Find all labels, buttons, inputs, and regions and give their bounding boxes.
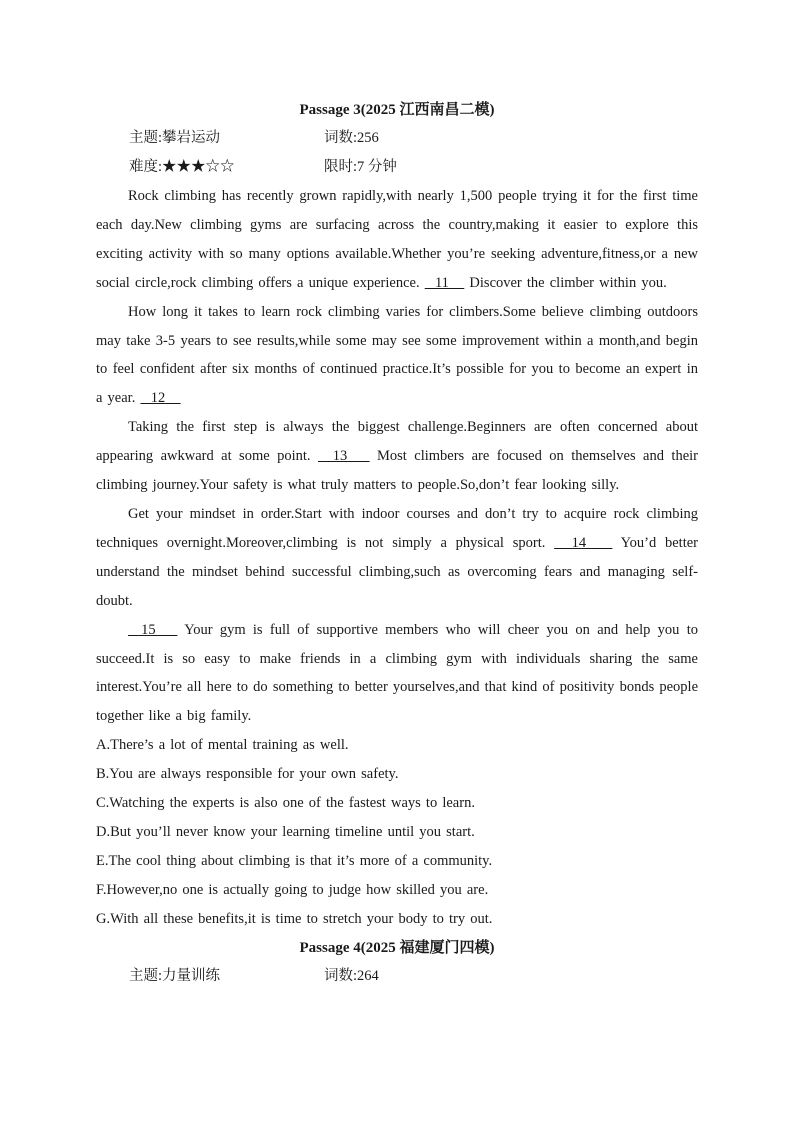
theme-label: 主题: <box>129 130 163 146</box>
time-value: 7 分钟 <box>357 159 397 175</box>
wordcount-label: 词数: <box>324 967 358 984</box>
passage-3-meta-row-1 <box>96 124 698 153</box>
paragraph-5 <box>96 616 698 732</box>
paragraph-text: Get your mindset in order.Start with indoor courses and don’t try to acquire rock climbing techniques overnight.Moreover,climbing is not simply a physical sport. <box>96 505 698 551</box>
paragraph-text: Taking the first step is always the biggest challenge.Beginners are often concerned about appearing awkward at some point. <box>96 419 698 465</box>
passage-3-title-bold: Passage 3 <box>299 102 361 118</box>
blank-12[interactable]: 12 <box>140 390 181 407</box>
passage-4-meta-row <box>96 962 698 991</box>
passage-4-title-bold: Passage 4 <box>299 939 361 956</box>
wordcount-value: 264 <box>357 967 379 984</box>
wordcount-value: 256 <box>357 130 379 146</box>
paragraph-text: Discover the climber within you. <box>464 274 667 291</box>
paragraph-text: Most climbers are focused on themselves and their climbing journey.Your safety is what truly matters to people.So,don’t fear looking silly. <box>96 448 698 494</box>
paragraph-4 <box>96 500 698 616</box>
difficulty-stars: ★★★☆☆ <box>162 159 235 175</box>
blank-15[interactable]: 15 <box>128 621 178 638</box>
blank-13[interactable]: 13 <box>317 448 370 465</box>
option-e: E.The cool thing about climbing is that it’s more of a community. <box>96 852 493 869</box>
paragraph-text: How long it takes to learn rock climbing varies for climbers.Some believe climbing outdoors may take 3-5 years to see results,while some may see some improvement within a month,and begin to feel confident after six months of continued practice.It’s possible for you to become an expert in a year. <box>96 303 698 407</box>
option-c: C.Watching the experts is also one of the fastest ways to learn. <box>96 795 475 812</box>
document-page <box>96 96 698 991</box>
passage-3-title <box>96 96 698 124</box>
option-f: F.However,no one is actually going to judge how skilled you are. <box>96 881 489 898</box>
option-a: A.There’s a lot of mental training as well. <box>96 737 349 754</box>
passage-4-title <box>96 934 698 962</box>
option-g: G.With all these benefits,it is time to stretch your body to try out. <box>96 910 493 927</box>
paragraph-3 <box>96 413 698 500</box>
difficulty-label: 难度: <box>129 159 163 175</box>
passage-4-source: (2025 福建厦门四模) <box>360 939 495 956</box>
wordcount-label: 词数: <box>324 130 358 146</box>
option-b: B.You are always responsible for your own safety. <box>96 766 399 783</box>
passage-3-meta-row-2 <box>96 153 698 182</box>
passage-3-source: (2025 江西南昌二模) <box>360 102 495 118</box>
blank-14[interactable]: 14 <box>554 534 613 551</box>
option-d: D.But you’ll never know your learning timeline until you start. <box>96 823 475 840</box>
paragraph-text: You’d better understand the mindset behind successful climbing,such as overcoming fears and managing self-doubt. <box>96 534 698 609</box>
blank-11[interactable]: 11 <box>424 274 465 291</box>
theme-value: 攀岩运动 <box>162 130 221 146</box>
paragraph-text: Rock climbing has recently grown rapidly,with nearly 1,500 people trying it for the first time each day.New climbing gyms are surfacing across the country,making it easier to explore this exciting activity with so many options available.Whether you’re seeking adventure,fitness,or a new social circle,rock climbing offers a unique experience. <box>96 188 698 291</box>
paragraph-2 <box>96 298 698 414</box>
paragraph-text: Your gym is full of supportive members who will cheer you on and help you to succeed.It is so easy to make friends in a climbing gym with individuals sharing the same interest.You’re all here to do something to better yourselves,and that kind of positivity bonds people together like a big family. <box>96 621 699 725</box>
time-label: 限时: <box>324 159 358 175</box>
theme-value: 力量训练 <box>162 967 221 984</box>
theme-label: 主题: <box>129 967 163 984</box>
paragraph-1 <box>96 182 698 298</box>
